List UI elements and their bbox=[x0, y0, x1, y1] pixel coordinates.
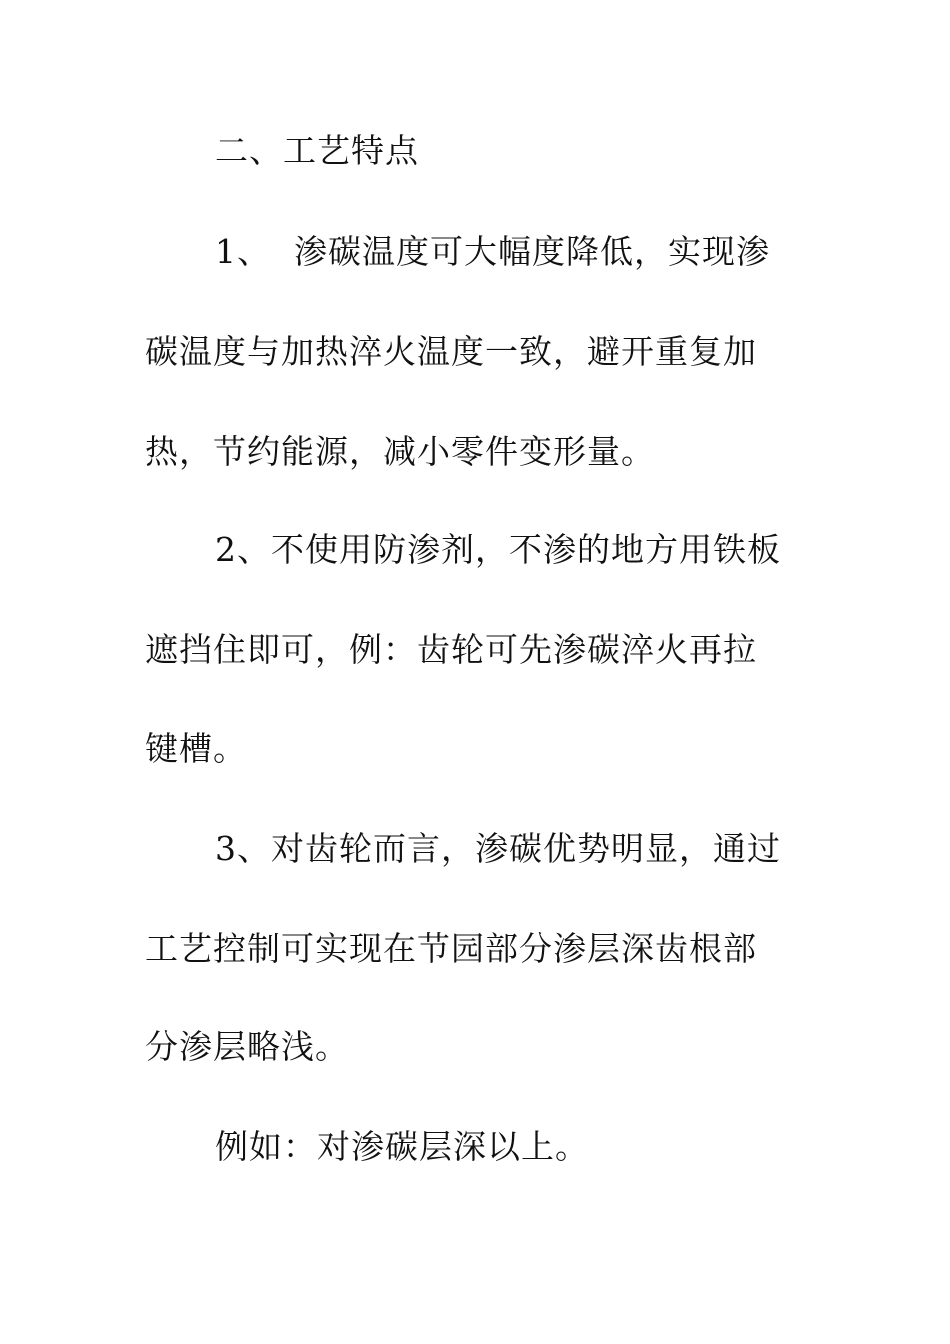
paragraph-line: 分渗层略浅。 bbox=[145, 1027, 349, 1066]
paragraph-line: 1、 渗碳温度可大幅度降低，实现渗 bbox=[215, 232, 770, 271]
paragraph-line: 碳温度与加热淬火温度一致，避开重复加 bbox=[145, 332, 757, 371]
paragraph-line: 例如：对渗碳层深以上。 bbox=[215, 1127, 589, 1166]
section-heading: 二、工艺特点 bbox=[215, 131, 419, 170]
paragraph-line: 键槽。 bbox=[145, 729, 247, 768]
paragraph-line: 2、不使用防渗剂，不渗的地方用铁板 bbox=[215, 530, 781, 569]
paragraph-line: 热，节约能源，减小零件变形量。 bbox=[145, 432, 655, 471]
paragraph-line: 遮挡住即可，例：齿轮可先渗碳淬火再拉 bbox=[145, 630, 757, 669]
paragraph-line: 工艺控制可实现在节园部分渗层深齿根部 bbox=[145, 929, 757, 968]
paragraph-line: 3、对齿轮而言，渗碳优势明显，通过 bbox=[215, 829, 781, 868]
